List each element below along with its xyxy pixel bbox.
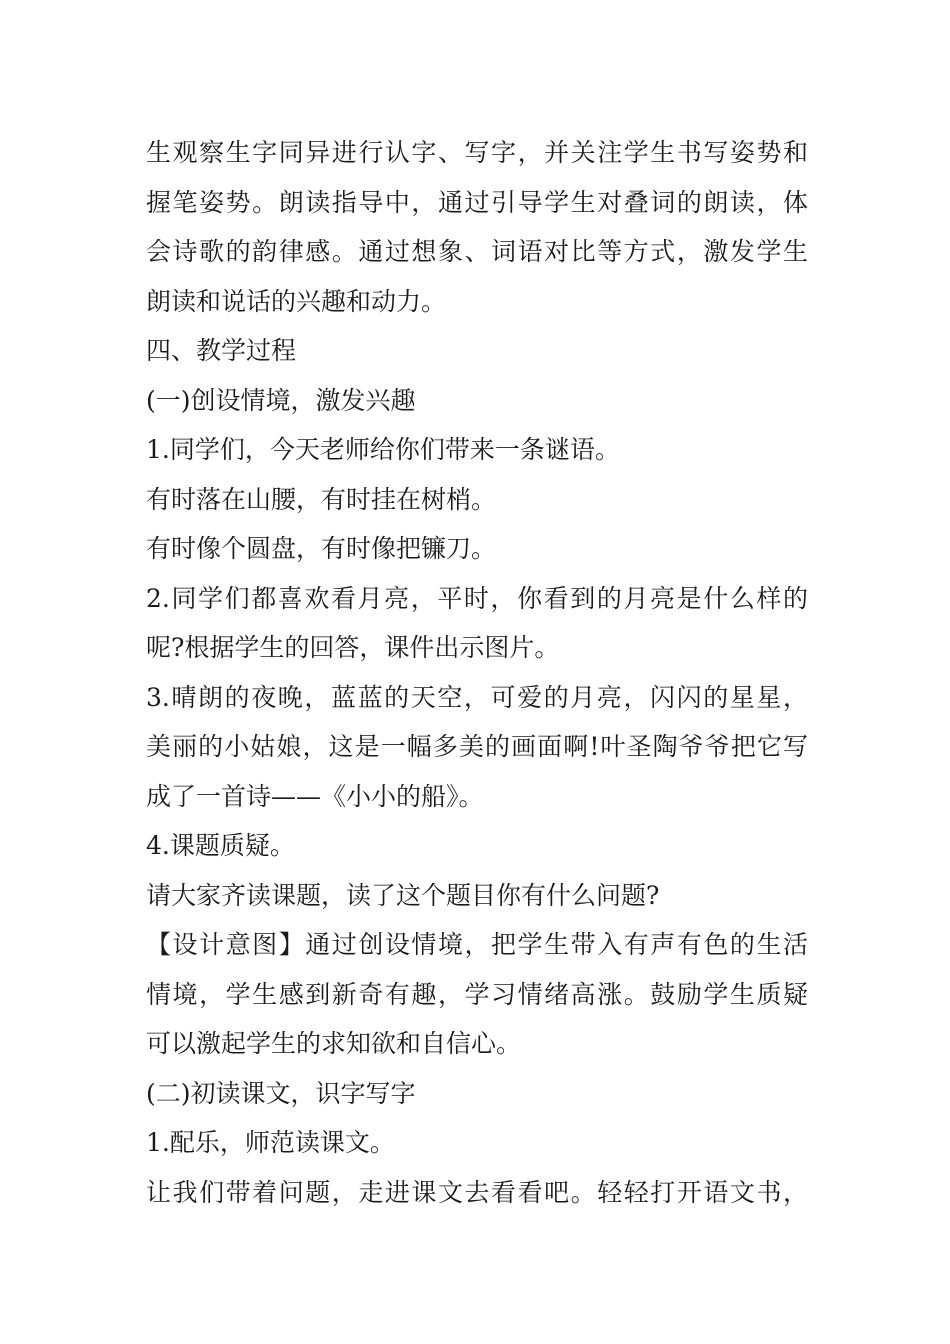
text-line: 成了一首诗——《小小的船》。 [146,781,484,811]
text-line: 生观察生字同异进行认字、写字，并关注学生书写姿势和 [146,138,808,167]
text-line: 【设计意图】通过创设情境，把学生带入有声有色的生活 [146,930,808,959]
text-line: 1.同学们，今天老师给你们带来一条谜语。 [146,435,620,464]
text-line: 3.晴朗的夜晚，蓝蓝的天空，可爱的月亮，闪闪的星星， [146,682,808,712]
text-line: 情境，学生感到新奇有趣，学习情绪高涨。鼓励学生质疑 [146,979,808,1009]
text-line: 美丽的小姑娘，这是一幅多美的画面啊!叶圣陶爷爷把它写 [146,732,808,761]
text-line: 会诗歌的韵律感。通过想象、词语对比等方式，激发学生 [146,237,808,266]
text-line: 让我们带着问题，走进课文去看看吧。轻轻打开语文书， [146,1177,808,1207]
section-heading: 四、教学过程 [146,336,297,365]
text-line: 呢?根据学生的回答，课件出示图片。 [146,633,560,662]
text-line: 握笔姿势。朗读指导中，通过引导学生对叠词的朗读，体 [146,187,808,217]
text-line: 4.课题质疑。 [146,831,295,860]
text-line: 请大家齐读课题，读了这个题目你有什么问题? [146,880,660,910]
text-line: 有时像个圆盘，有时像把镰刀。 [146,534,497,563]
text-line: 可以激起学生的求知欲和自信心。 [146,1029,522,1058]
document-body [146,128,808,1217]
text-line: 1.配乐，师范读课文。 [146,1128,395,1157]
subsection-heading: (二)初读课文，识字写字 [146,1078,416,1108]
text-line: 朗读和说话的兴趣和动力。 [146,286,447,316]
text-line: 2.同学们都喜欢看月亮，平时，你看到的月亮是什么样的 [146,583,808,613]
subsection-heading: (一)创设情境，激发兴趣 [146,385,416,415]
text-line: 有时落在山腰，有时挂在树梢。 [146,484,497,514]
